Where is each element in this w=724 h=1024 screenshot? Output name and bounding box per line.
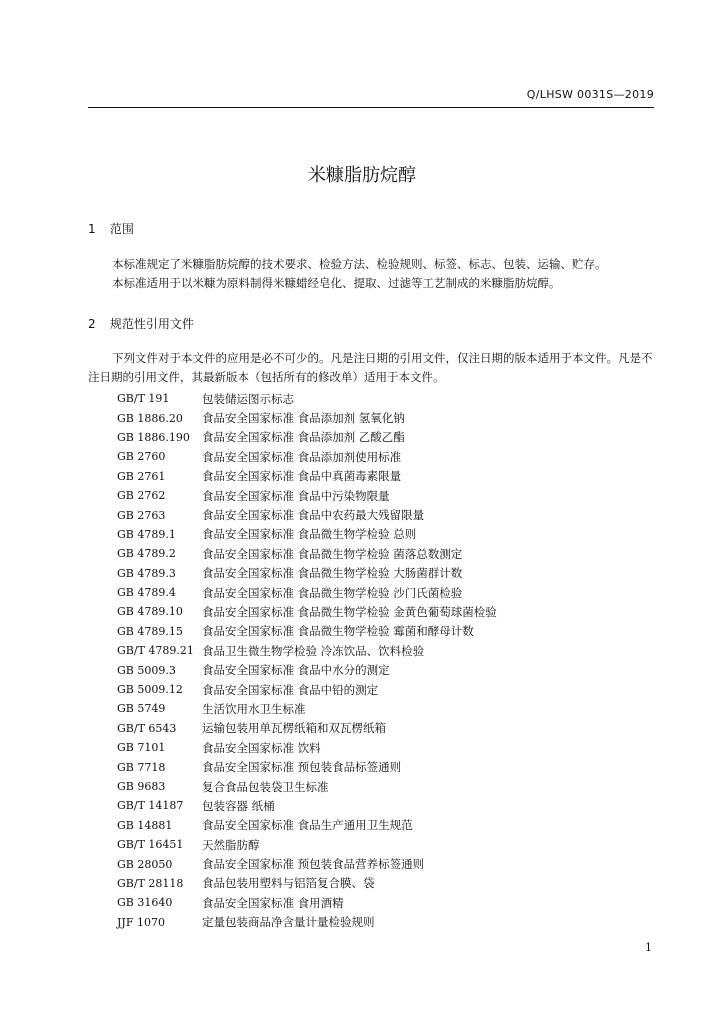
reference-title: 食品安全国家标准 食品添加剂 乙酸乙酯 <box>202 430 405 445</box>
reference-item <box>117 505 657 524</box>
reference-code: GB 28050 <box>117 857 173 871</box>
reference-code: GB 4789.10 <box>117 605 183 619</box>
reference-title: 食品安全国家标准 食品微生物学检验 金黄色葡萄球菌检验 <box>202 604 497 619</box>
document-code: Q/LHSW 0031S—2019 <box>526 88 654 101</box>
reference-title: 食品安全国家标准 食品添加剂使用标准 <box>202 449 402 464</box>
reference-title: 食品安全国家标准 食品微生物学检验 总则 <box>202 527 417 542</box>
reference-code: JJF 1070 <box>117 915 165 929</box>
reference-item <box>117 854 657 873</box>
reference-title: 包装储运图示标志 <box>202 391 294 406</box>
reference-code: GB 4789.4 <box>117 586 176 600</box>
reference-code: GB 2762 <box>117 489 166 503</box>
reference-title: 生活饮用水卫生标准 <box>202 701 306 716</box>
reference-title: 复合食品包装袋卫生标准 <box>202 779 329 794</box>
reference-title: 食品安全国家标准 食用酒精 <box>202 895 344 910</box>
reference-title: 食品安全国家标准 食品微生物学检验 菌落总数测定 <box>202 546 463 561</box>
reference-code: GB 2760 <box>117 450 166 464</box>
reference-code: GB/T 28118 <box>117 876 184 890</box>
reference-title: 定量包装商品净含量计量检验规则 <box>202 915 375 930</box>
reference-code: GB/T 191 <box>117 392 170 406</box>
reference-title: 食品安全国家标准 食品微生物学检验 霉菌和酵母计数 <box>202 624 474 639</box>
reference-item <box>117 816 657 835</box>
header-rule <box>88 107 654 108</box>
reference-list <box>117 389 657 932</box>
reference-title: 食品安全国家标准 食品中真菌毒素限量 <box>202 469 402 484</box>
section-1-paragraph-1: 本标准规定了米糠脂肪烷醇的技术要求、检验方法、检验规则、标签、标志、包装、运输、贮存。 <box>112 257 607 271</box>
reference-item <box>117 660 657 679</box>
reference-code: GB 7718 <box>117 760 166 774</box>
reference-item <box>117 428 657 447</box>
reference-item <box>117 486 657 505</box>
reference-code: GB 7101 <box>117 741 166 755</box>
reference-item <box>117 641 657 660</box>
reference-item <box>117 835 657 854</box>
reference-code: GB 5009.12 <box>117 683 183 697</box>
reference-code: GB/T 6543 <box>117 721 177 735</box>
reference-title: 食品包装用塑料与铝箔复合膜、袋 <box>202 876 375 891</box>
reference-title: 食品安全国家标准 预包装食品标签通则 <box>202 760 402 775</box>
reference-item <box>117 447 657 466</box>
reference-code: GB 4789.1 <box>117 527 176 541</box>
reference-code: GB 4789.2 <box>117 547 176 561</box>
reference-title: 食品安全国家标准 预包装食品营养标签通则 <box>202 857 425 872</box>
reference-code: GB 14881 <box>117 818 173 832</box>
reference-item <box>117 777 657 796</box>
reference-code: GB 1886.190 <box>117 430 190 444</box>
reference-item <box>117 583 657 602</box>
reference-title: 食品卫生微生物学检验 冷冻饮品、饮料检验 <box>202 643 425 658</box>
reference-title: 食品安全国家标准 饮料 <box>202 740 321 755</box>
reference-item <box>117 719 657 738</box>
reference-item <box>117 757 657 776</box>
reference-code: GB 31640 <box>117 896 173 910</box>
reference-title: 食品安全国家标准 食品中污染物限量 <box>202 488 390 503</box>
reference-item <box>117 622 657 641</box>
reference-code: GB/T 14187 <box>117 799 184 813</box>
reference-item <box>117 874 657 893</box>
reference-title: 包装容器 纸桶 <box>202 798 275 813</box>
section-1-title: 范围 <box>109 222 134 236</box>
reference-title: 食品安全国家标准 食品中铅的测定 <box>202 682 379 697</box>
reference-title: 食品安全国家标准 食品中农药最大残留限量 <box>202 508 425 523</box>
reference-title: 食品安全国家标准 食品微生物学检验 大肠菌群计数 <box>202 566 463 581</box>
section-2-number: 2 <box>88 317 96 331</box>
reference-code: GB/T 4789.21 <box>117 644 194 658</box>
reference-code: GB 4789.3 <box>117 566 176 580</box>
section-1-number: 1 <box>88 222 96 236</box>
reference-code: GB 2763 <box>117 508 166 522</box>
reference-title: 食品安全国家标准 食品中水分的测定 <box>202 663 390 678</box>
reference-item <box>117 602 657 621</box>
document-title: 米糠脂肪烷醇 <box>308 165 416 186</box>
reference-item <box>117 738 657 757</box>
reference-title: 天然脂肪醇 <box>202 837 260 852</box>
reference-item <box>117 699 657 718</box>
reference-item <box>117 408 657 427</box>
reference-title: 食品安全国家标准 食品添加剂 氢氧化钠 <box>202 411 405 426</box>
reference-title: 运输包装用单瓦楞纸箱和双瓦楞纸箱 <box>202 721 386 736</box>
reference-item <box>117 913 657 932</box>
reference-code: GB/T 16451 <box>117 838 184 852</box>
section-2-intro: 下列文件对于本文件的应用是必不可少的。凡是注日期的引用文件，仅注日期的版本适用于本文件。凡是不注日期的引用文件，其最新版本（包括所有的修改单）适用于本文件。 <box>88 351 653 384</box>
reference-title: 食品安全国家标准 食品微生物学检验 沙门氏菌检验 <box>202 585 463 600</box>
reference-code: GB 9683 <box>117 780 166 793</box>
reference-code: GB 2761 <box>117 469 166 483</box>
reference-item <box>117 525 657 544</box>
reference-code: GB 5009.3 <box>117 663 176 677</box>
reference-code: GB 1886.20 <box>117 411 183 425</box>
reference-code: GB 4789.15 <box>117 624 183 638</box>
section-2-title: 规范性引用文件 <box>109 317 194 331</box>
reference-item <box>117 544 657 563</box>
section-2-heading <box>88 315 194 332</box>
reference-title: 食品安全国家标准 食品生产通用卫生规范 <box>202 818 413 833</box>
reference-item <box>117 564 657 583</box>
section-1-paragraph-2: 本标准适用于以米糠为原料制得米糠蜡经皂化、提取、过滤等工艺制成的米糠脂肪烷醇。 <box>112 276 561 290</box>
reference-item <box>117 467 657 486</box>
reference-item <box>117 893 657 912</box>
reference-item <box>117 796 657 815</box>
reference-item <box>117 389 657 408</box>
page-number: 1 <box>645 941 652 954</box>
reference-code: GB 5749 <box>117 702 166 716</box>
reference-item <box>117 680 657 699</box>
section-1-heading <box>88 220 134 237</box>
